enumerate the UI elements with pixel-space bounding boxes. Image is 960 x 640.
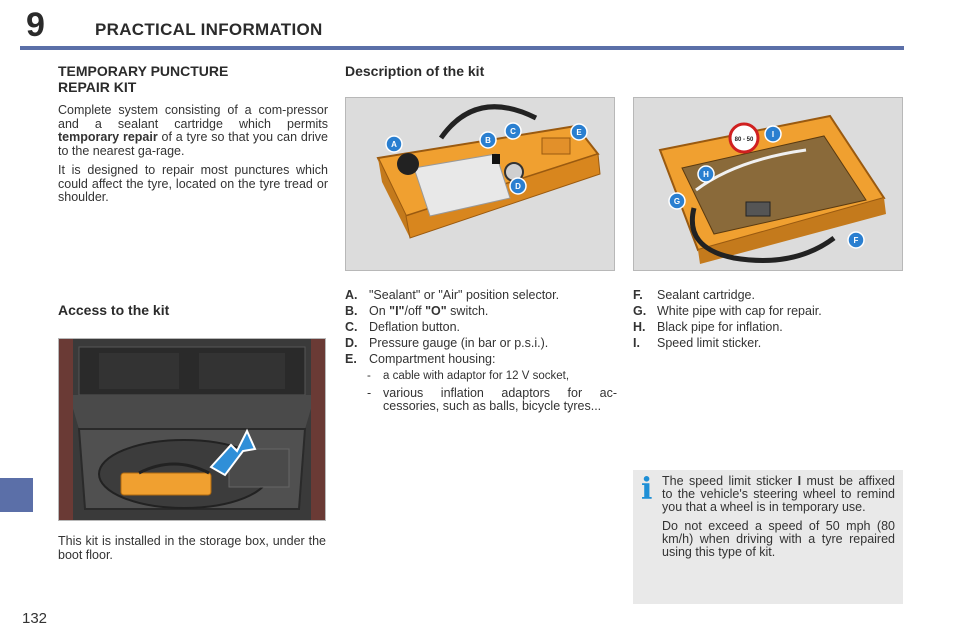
info-text bbox=[662, 475, 895, 565]
list-item bbox=[345, 335, 617, 351]
list-item bbox=[633, 335, 903, 351]
list-text: Deflation button. bbox=[369, 320, 461, 334]
list-item bbox=[633, 303, 903, 319]
sub-list-item bbox=[367, 387, 617, 413]
label-g: G bbox=[673, 197, 681, 206]
list-letter: B. bbox=[345, 304, 358, 318]
kit-intro-section bbox=[58, 63, 328, 211]
list-item bbox=[345, 319, 617, 335]
list-letter: H. bbox=[633, 320, 646, 334]
kit-front-photo bbox=[345, 97, 615, 271]
boot-illustration bbox=[59, 339, 325, 520]
list-item bbox=[345, 287, 617, 303]
kit-title-line2: REPAIR KIT bbox=[58, 79, 137, 95]
list-text: Compartment housing: bbox=[369, 352, 496, 366]
list-text: Speed limit sticker. bbox=[657, 336, 762, 350]
kit-front-illustration bbox=[346, 98, 614, 270]
info-text-pre: The speed limit sticker bbox=[662, 474, 798, 488]
switch-on-symbol: "I" bbox=[389, 304, 405, 318]
list-text: "Sealant" or "Air" position selector. bbox=[369, 288, 560, 302]
list-letter: F. bbox=[633, 288, 643, 302]
info-text-post: must be affixed to the vehicle's steering wheel to remind you that a wheel is in temporary use. bbox=[662, 474, 895, 514]
switch-text-post: switch. bbox=[446, 304, 489, 318]
kit-section-title bbox=[58, 63, 328, 95]
info-bold-letter: I bbox=[797, 474, 802, 488]
list-letter: E. bbox=[345, 352, 357, 366]
list-letter: A. bbox=[345, 288, 358, 302]
list-text: White pipe with cap for repair. bbox=[657, 304, 822, 318]
label-b: B bbox=[485, 136, 491, 145]
page-title: PRACTICAL INFORMATION bbox=[95, 20, 323, 39]
kit-intro-text-end: of a tyre so that you can drive to the nearest ga-rage. bbox=[58, 130, 328, 158]
kit-parts-list-left bbox=[345, 287, 617, 413]
sub-dash: - bbox=[367, 386, 372, 400]
kit-intro-bold: temporary repair bbox=[58, 130, 158, 144]
kit-purpose-paragraph: It is designed to repair most punctures which could affect the tyre, located on the tyre tread or shoulder. bbox=[58, 163, 328, 204]
sub-list-item bbox=[367, 370, 617, 383]
boot-photo bbox=[58, 338, 326, 521]
label-c: C bbox=[510, 127, 516, 136]
list-item bbox=[633, 319, 903, 335]
list-letter: G. bbox=[633, 304, 647, 318]
label-i: I bbox=[771, 130, 775, 139]
label-d: D bbox=[515, 182, 521, 191]
switch-off-symbol: "O" bbox=[425, 304, 447, 318]
kit-parts-list-right bbox=[633, 287, 903, 351]
kit-intro-text: Complete system consisting of a com-pressor and a sealant cartridge which permits bbox=[58, 103, 328, 131]
access-section-title: Access to the kit bbox=[58, 302, 170, 318]
info-icon: i bbox=[641, 472, 653, 507]
chapter-tab-marker bbox=[0, 478, 33, 512]
list-text: Black pipe for inflation. bbox=[657, 320, 783, 334]
sub-text: a cable with adaptor for 12 V socket, bbox=[383, 370, 570, 382]
label-h: H bbox=[703, 170, 709, 179]
label-f: F bbox=[853, 236, 859, 245]
info-paragraph-speed: Do not exceed a speed of 50 mph (80 km/h) when driving with a tyre repaired using this type of kit. bbox=[662, 519, 895, 559]
label-e: E bbox=[576, 128, 582, 137]
header-divider bbox=[20, 46, 904, 50]
list-text: Sealant cartridge. bbox=[657, 288, 755, 302]
label-a: A bbox=[391, 140, 397, 149]
kit-title-line1: TEMPORARY PUNCTURE bbox=[58, 63, 229, 79]
list-item bbox=[345, 303, 617, 319]
list-item bbox=[345, 351, 617, 367]
kit-intro-paragraph bbox=[58, 104, 328, 158]
switch-text-mid: /off bbox=[404, 304, 426, 318]
sub-text: various inflation adaptors for ac-cessories, such as balls, bicycle tyres... bbox=[383, 386, 617, 413]
access-caption: This kit is installed in the storage box, under the boot floor. bbox=[58, 534, 326, 562]
page-number: 132 bbox=[22, 610, 48, 627]
kit-back-photo bbox=[633, 97, 903, 271]
list-text: Pressure gauge (in bar or p.s.i.). bbox=[369, 336, 549, 350]
kit-back-illustration bbox=[634, 98, 902, 270]
list-item bbox=[633, 287, 903, 303]
list-letter: C. bbox=[345, 320, 358, 334]
switch-text-pre: On bbox=[369, 304, 390, 318]
speed-sticker-text: 80 - 50 bbox=[734, 137, 754, 143]
info-paragraph-sticker bbox=[662, 475, 895, 514]
list-letter: I. bbox=[633, 336, 640, 350]
chapter-number: 9 bbox=[26, 6, 45, 44]
description-title: Description of the kit bbox=[345, 63, 485, 79]
sub-dash: - bbox=[367, 370, 371, 382]
list-text bbox=[369, 303, 488, 319]
list-letter: D. bbox=[345, 336, 358, 350]
